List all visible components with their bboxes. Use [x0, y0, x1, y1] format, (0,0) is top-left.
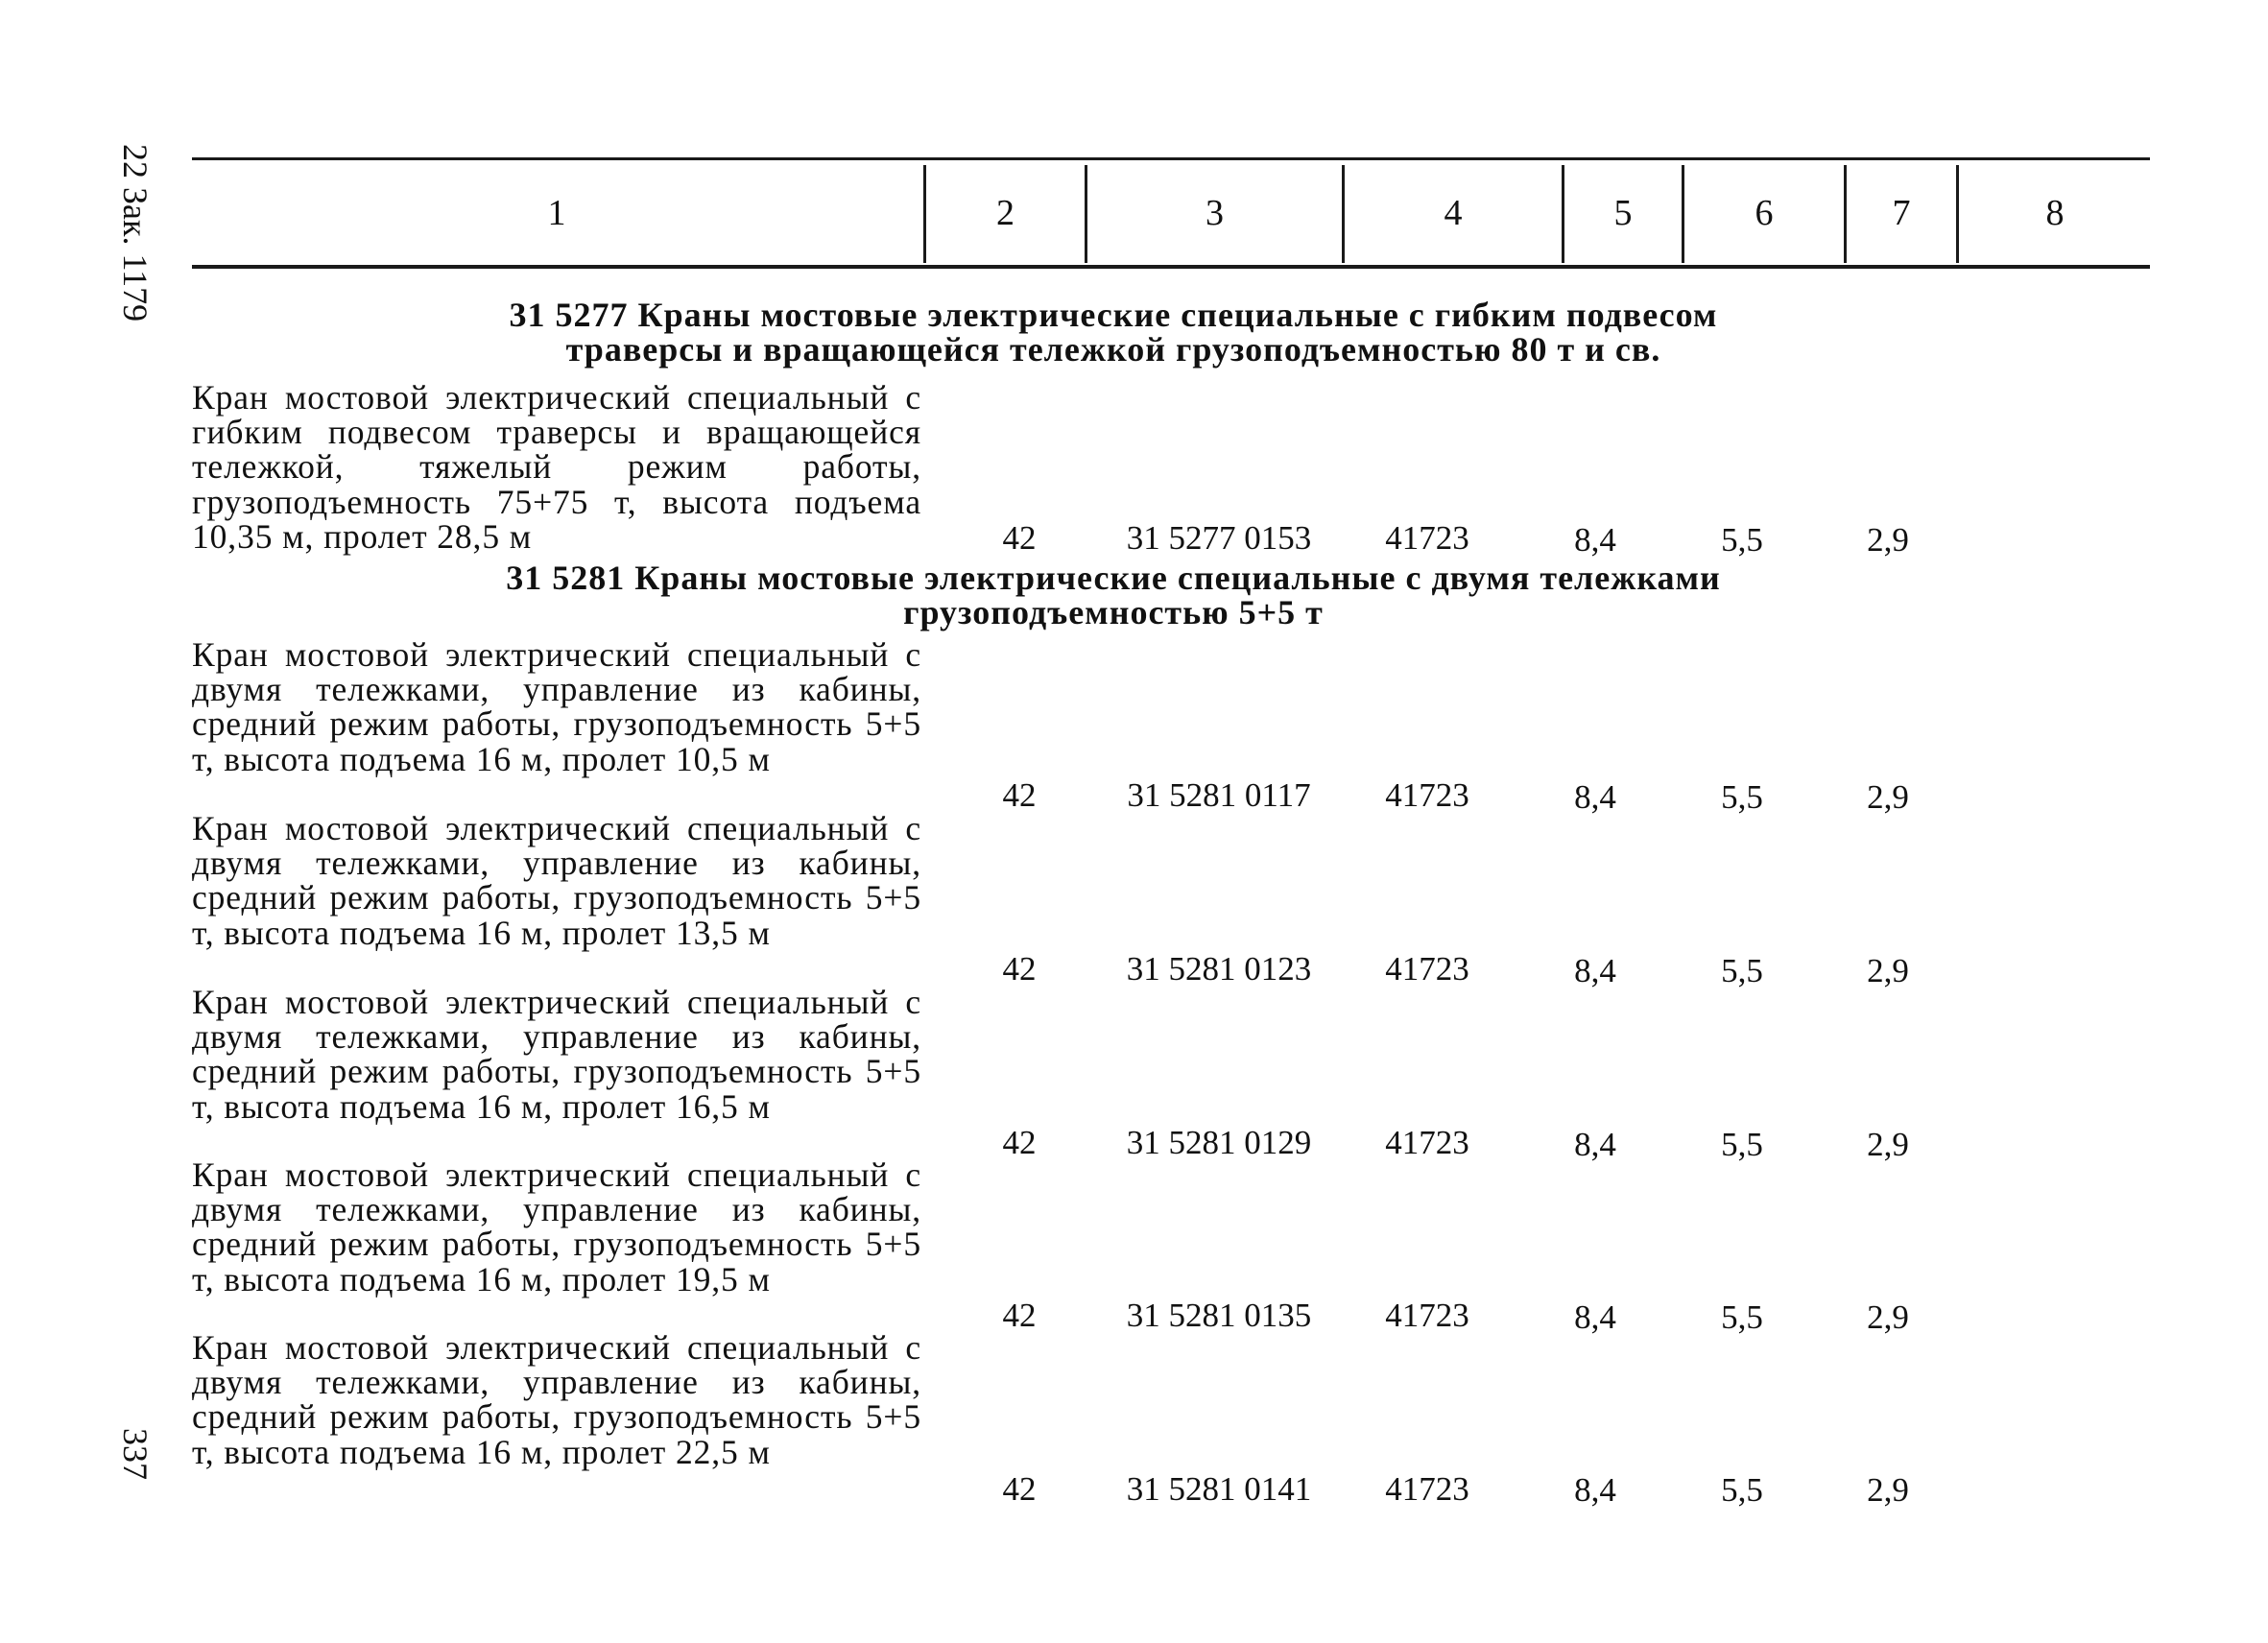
cell-col-2: 42 [1002, 519, 1037, 557]
cell-col-4: 41723 [1385, 1297, 1469, 1334]
cell-col-6: 5,5 [1721, 1298, 1763, 1336]
column-header-2: 2 [996, 193, 1015, 233]
page-number: 337 [116, 1428, 155, 1480]
column-header-1: 1 [547, 193, 566, 233]
cell-col-7: 2,9 [1867, 1298, 1909, 1336]
cell-col-6: 5,5 [1721, 778, 1763, 816]
cell-col-6: 5,5 [1721, 952, 1763, 989]
item-description: Кран мостовой электрический специальный с гибким подвесом траверсы и вращающейся тележкой, тяжелый режим работы, грузоподъемность 75+75 т, высота подъема 10,35 м, пролет 28,5 м [192, 378, 921, 556]
cell-col-5: 8,4 [1574, 1126, 1616, 1163]
cell-col-2: 42 [1002, 776, 1037, 814]
section-heading [403, 298, 1824, 367]
table-top-rule [192, 157, 2150, 160]
column-header-3: 3 [1206, 193, 1224, 233]
column-header-4: 4 [1444, 193, 1463, 233]
cell-col-5: 8,4 [1574, 521, 1616, 559]
item-description: Кран мостовой электрический специальный с двумя тележками, управление из кабины, средний режим работы, грузоподъемность 5+5 т, высота подъема 16 м, пролет 10,5 м [192, 635, 921, 778]
table-header-rule [192, 265, 2150, 269]
column-header-7: 7 [1892, 193, 1911, 233]
cell-col-7: 2,9 [1867, 1471, 1909, 1509]
cell-col-4: 41723 [1385, 519, 1469, 557]
cell-col-7: 2,9 [1867, 952, 1909, 989]
cell-col-4: 41723 [1385, 1470, 1469, 1508]
cell-col-5: 8,4 [1574, 1471, 1616, 1509]
cell-col-5: 8,4 [1574, 778, 1616, 816]
cell-col-2: 42 [1002, 1124, 1037, 1161]
cell-col-7: 2,9 [1867, 521, 1909, 559]
cell-col-3-code: 31 5277 0153 [1126, 519, 1312, 557]
margin-order-stamp: 22 Зак. 1179 [116, 144, 155, 322]
cell-col-5: 8,4 [1574, 1298, 1616, 1336]
cell-col-5: 8,4 [1574, 952, 1616, 989]
cell-col-4: 41723 [1385, 1124, 1469, 1161]
cell-col-3-code: 31 5281 0141 [1126, 1470, 1312, 1508]
section-heading-line: 31 5277 Краны мостовые электрические специальные с гибким подвесом [509, 296, 1718, 334]
cell-col-4: 41723 [1385, 776, 1469, 814]
item-description: Кран мостовой электрический специальный с двумя тележками, управление из кабины, средний режим работы, грузоподъемность 5+5 т, высота подъема 16 м, пролет 22,5 м [192, 1328, 921, 1471]
cell-col-3-code: 31 5281 0117 [1127, 776, 1311, 814]
section-heading-line: траверсы и вращающейся тележкой грузоподъемностью 80 т и св. [565, 330, 1661, 369]
cell-col-7: 2,9 [1867, 1126, 1909, 1163]
section-heading [403, 560, 1824, 630]
cell-col-7: 2,9 [1867, 778, 1909, 816]
section-heading-line: грузоподъемностью 5+5 т [903, 593, 1324, 631]
column-header-8: 8 [2045, 193, 2065, 233]
cell-col-2: 42 [1002, 1470, 1037, 1508]
cell-col-4: 41723 [1385, 950, 1469, 988]
cell-col-2: 42 [1002, 950, 1037, 988]
cell-col-3-code: 31 5281 0129 [1126, 1124, 1312, 1161]
item-description: Кран мостовой электрический специальный с двумя тележками, управление из кабины, средний режим работы, грузоподъемность 5+5 т, высота подъема 16 м, пролет 13,5 м [192, 809, 921, 952]
cell-col-3-code: 31 5281 0135 [1126, 1297, 1312, 1334]
column-header-6: 6 [1755, 193, 1774, 233]
cell-col-3-code: 31 5281 0123 [1126, 950, 1312, 988]
cell-col-2: 42 [1002, 1297, 1037, 1334]
cell-col-6: 5,5 [1721, 1126, 1763, 1163]
cell-col-6: 5,5 [1721, 521, 1763, 559]
item-description: Кран мостовой электрический специальный с двумя тележками, управление из кабины, средний режим работы, грузоподъемность 5+5 т, высота подъема 16 м, пролет 16,5 м [192, 983, 921, 1126]
cell-col-6: 5,5 [1721, 1471, 1763, 1509]
column-header-5: 5 [1613, 193, 1633, 233]
item-description: Кран мостовой электрический специальный с двумя тележками, управление из кабины, средний режим работы, грузоподъемность 5+5 т, высота подъема 16 м, пролет 19,5 м [192, 1155, 921, 1298]
section-heading-line: 31 5281 Краны мостовые электрические специальные с двумя тележками [506, 559, 1721, 597]
